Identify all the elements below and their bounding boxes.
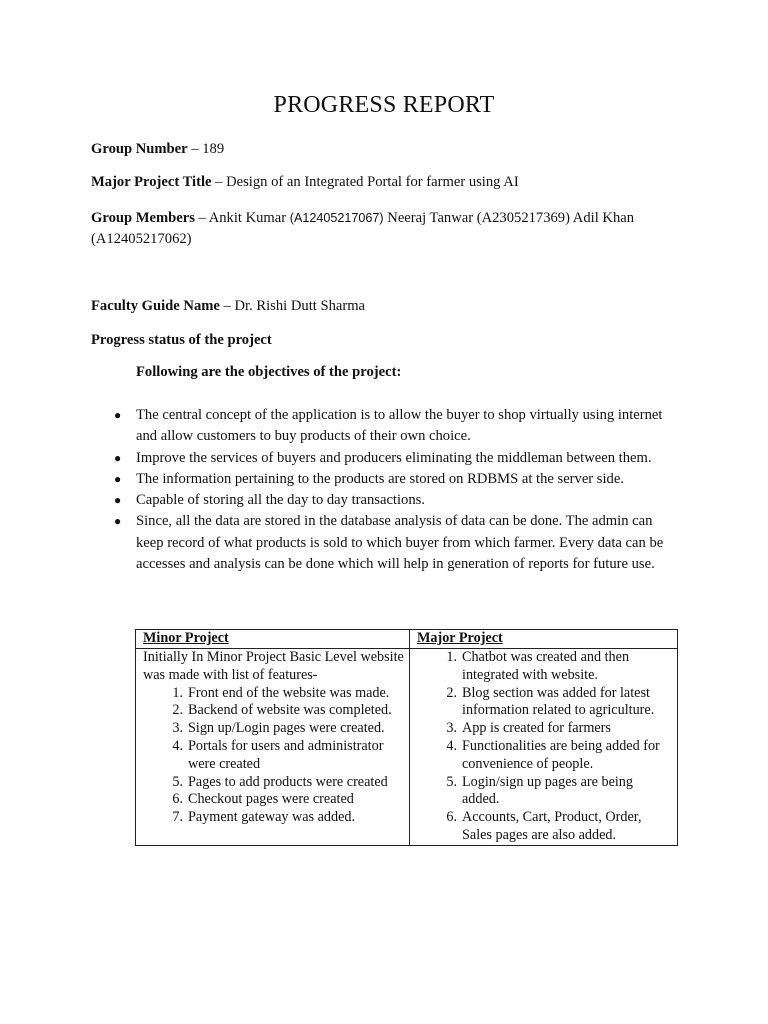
bullet-icon: ●	[114, 471, 122, 486]
item-number: 5.	[172, 773, 183, 790]
item-text: Chatbot was created and then integrated with website.	[462, 649, 630, 683]
faculty-guide-value: Dr. Rishi Dutt Sharma	[234, 298, 366, 314]
objectives-list	[110, 405, 675, 575]
group-members-sep: –	[194, 210, 209, 226]
group-number-line	[91, 139, 224, 160]
project-title-value: Design of an Integrated Portal for farmer using AI	[226, 174, 519, 190]
list-item	[417, 809, 673, 845]
member-1-id: (A12405217067)	[289, 211, 384, 225]
list-item	[143, 720, 405, 738]
minor-project-header: Minor Project	[136, 630, 410, 649]
list-item	[417, 774, 673, 810]
major-items-list	[417, 649, 673, 845]
item-number: 5.	[446, 773, 457, 790]
group-members-line	[91, 208, 671, 250]
objective-text: Improve the services of buyers and producers eliminating the middleman between them.	[136, 449, 652, 466]
project-comparison-table	[135, 629, 678, 846]
item-text: Front end of the website was made.	[188, 684, 390, 701]
list-item	[417, 649, 673, 685]
progress-status-text: Progress status of the project	[91, 332, 272, 348]
list-item	[110, 448, 675, 469]
list-item	[417, 720, 673, 738]
list-item	[143, 791, 405, 809]
item-number: 2.	[446, 684, 457, 701]
list-item	[143, 738, 405, 774]
item-number: 4.	[172, 737, 183, 754]
list-item	[110, 469, 675, 490]
item-text: Blog section was added for latest information related to agriculture.	[462, 684, 655, 719]
list-item	[110, 405, 675, 448]
item-text: Pages to add products were created	[188, 773, 388, 790]
faculty-guide-label: Faculty Guide Name	[91, 298, 220, 314]
minor-project-cell	[136, 649, 410, 846]
table-row	[136, 649, 678, 846]
objective-text: The information pertaining to the products are stored on RDBMS at the server side.	[136, 470, 624, 487]
item-number: 4.	[446, 737, 457, 754]
list-item	[110, 511, 675, 575]
group-members-label: Group Members	[91, 210, 195, 226]
item-number: 2.	[172, 702, 183, 719]
item-text: Checkout pages were created	[188, 791, 354, 808]
item-number: 6.	[172, 791, 183, 808]
member-1-name: Ankit Kumar	[208, 210, 290, 226]
item-text: Backend of website was completed.	[188, 702, 392, 719]
item-text: Login/sign up pages are being added.	[462, 773, 633, 808]
list-item	[417, 685, 673, 721]
item-text: Sign up/Login pages were created.	[188, 720, 385, 737]
item-number: 6.	[446, 809, 457, 826]
item-text: Accounts, Cart, Product, Order, Sales pages are also added.	[462, 809, 642, 843]
group-number-sep: –	[187, 141, 203, 157]
objective-text: Since, all the data are stored in the database analysis of data can be done. The admin can keep record of what products is sold to which buyer from which farmer. Every data can be accesses and analysis can be done which will help in generation of reports for future use.	[136, 513, 664, 573]
faculty-guide-sep: –	[219, 298, 235, 314]
objective-text: The central concept of the application is to allow the buyer to shop virtually using internet and allow customers to buy products of their own choice.	[136, 407, 663, 445]
project-title-line	[91, 172, 519, 193]
bullet-icon: ●	[114, 408, 122, 422]
bullet-icon: ●	[114, 514, 122, 529]
item-text: Payment gateway was added.	[188, 809, 356, 826]
item-text: Portals for users and administrator were created	[188, 737, 384, 772]
item-number: 3.	[172, 720, 183, 737]
objectives-heading: Following are the objectives of the project:	[136, 364, 402, 380]
list-item	[143, 774, 405, 792]
item-text: Functionalities are being added for convenience of people.	[462, 737, 660, 772]
project-title-label: Major Project Title	[91, 174, 212, 190]
page-title: PROGRESS REPORT	[273, 92, 495, 118]
list-item	[417, 738, 673, 774]
item-number: 3.	[446, 720, 457, 737]
major-project-cell	[410, 649, 678, 846]
item-number: 1.	[446, 649, 457, 665]
list-item	[143, 702, 405, 720]
item-number: 7.	[172, 809, 183, 826]
item-number: 1.	[172, 684, 183, 701]
group-number-label: Group Number	[91, 141, 188, 157]
project-title-sep: –	[211, 174, 227, 190]
item-text: App is created for farmers	[462, 720, 611, 737]
minor-items-list	[143, 685, 405, 827]
bullet-icon: ●	[114, 493, 122, 508]
group-members-rest: Neeraj Tanwar (A2305217369) Adil Khan (A12405217062)	[91, 210, 635, 247]
list-item	[143, 685, 405, 703]
major-project-header: Major Project	[410, 630, 678, 649]
progress-status-heading	[91, 330, 272, 351]
minor-intro-text: Initially In Minor Project Basic Level website was made with list of features-	[143, 649, 404, 683]
group-number-value: 189	[202, 141, 225, 157]
faculty-guide-line	[91, 296, 365, 317]
list-item	[143, 809, 405, 827]
bullet-icon: ●	[114, 450, 122, 465]
objective-text: Capable of storing all the day to day transactions.	[136, 492, 425, 509]
table-header-row	[136, 630, 678, 649]
list-item	[110, 490, 675, 511]
